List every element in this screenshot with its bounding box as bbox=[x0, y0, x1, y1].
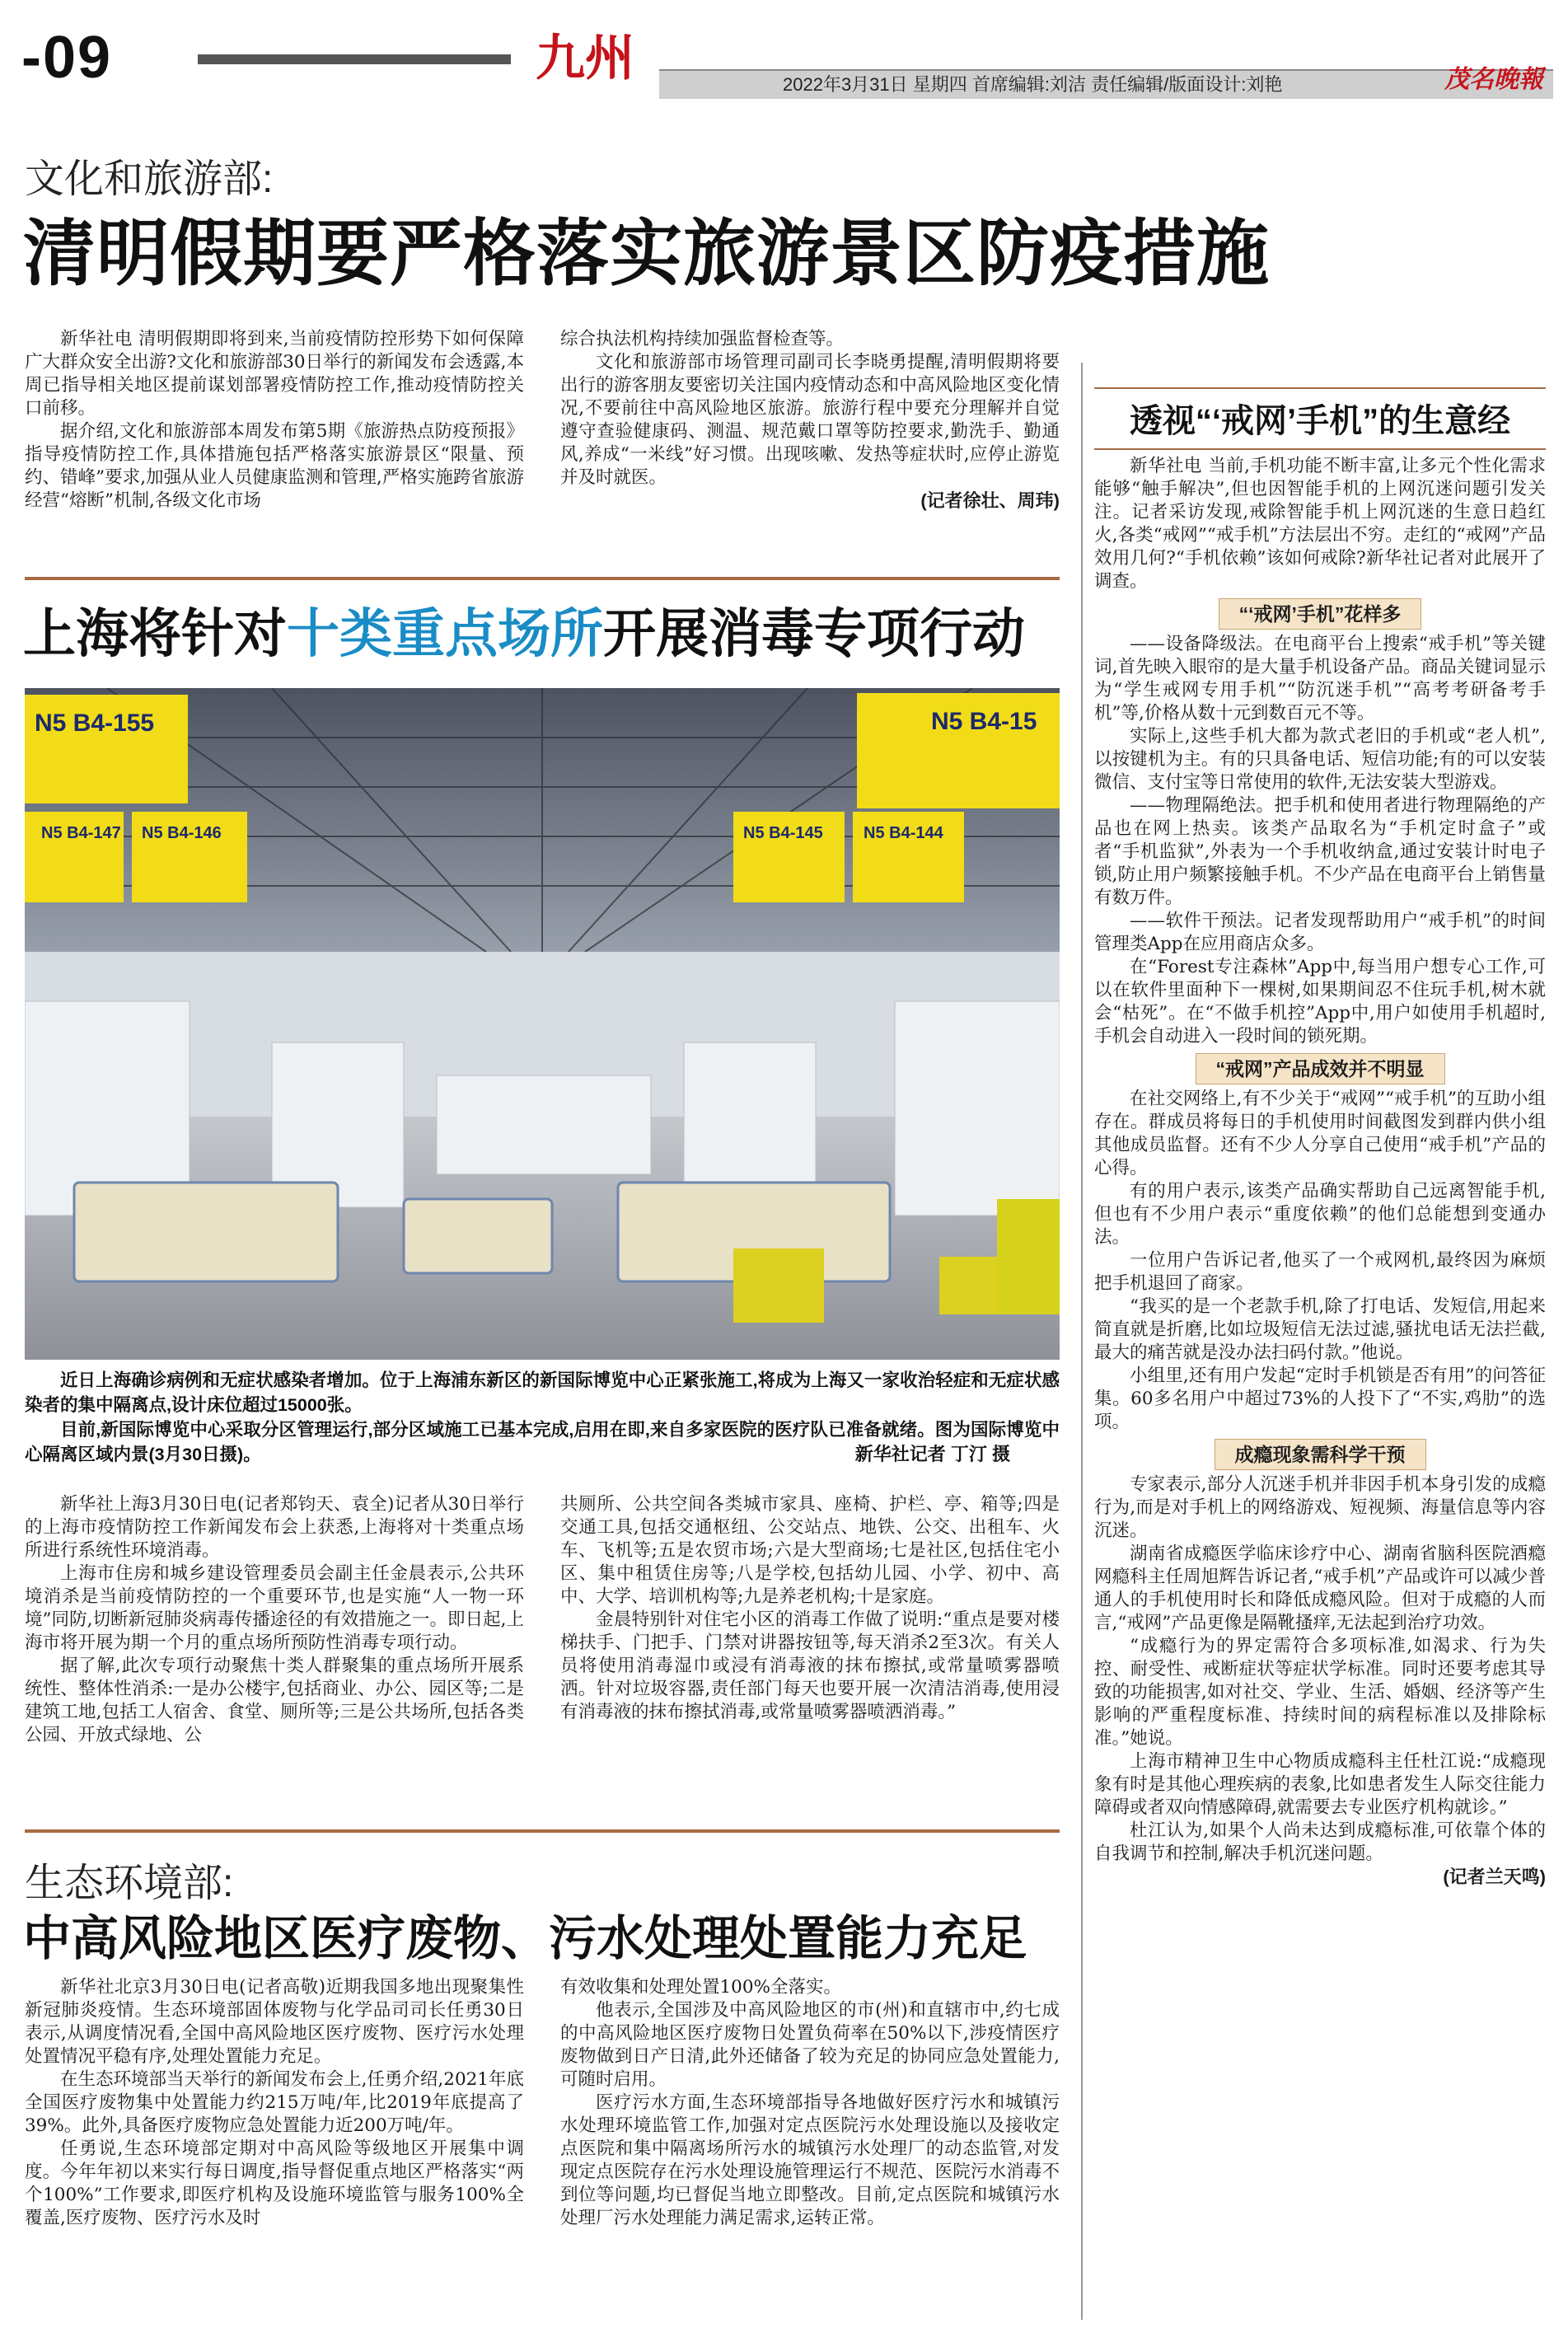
story3-paragraph: 在生态环境部当天举行的新闻发布会上,任勇介绍,2021年底全国医疗废物集中处置能力约215万吨/年,比2019年底提高了39%。此外,具备医疗废物应急处置能力近200万吨/年。 bbox=[25, 2069, 524, 2136]
story1-paragraph: 新华社电 清明假期即将到来,当前疫情防控形势下如何保障广大群众安全出游?文化和旅游部30日举行的新闻发布会透露,本周已指导相关地区提前谋划部署疫情防控工作,推动疫情防控关口前移。 bbox=[25, 329, 524, 419]
sidebar-body bbox=[1094, 455, 1546, 1889]
sidebar-paragraph: 一位用户告诉记者,他买了一个戒网机,最终因为麻烦把手机退回了商家。 bbox=[1094, 1250, 1546, 1294]
sidebar-paragraph: ——软件干预法。记者发现帮助用户“戒手机”的时间管理类App在应用商店众多。 bbox=[1094, 911, 1546, 954]
story1-column-2 bbox=[560, 328, 1060, 513]
story-divider bbox=[25, 1829, 1060, 1833]
story2-column-1 bbox=[25, 1493, 524, 1747]
sidebar-subhead-3 bbox=[1094, 1439, 1546, 1470]
story1-paragraph: 综合执法机构持续加强监督检查等。 bbox=[560, 329, 845, 349]
story3-paragraph: 他表示,全国涉及中高风险地区的市(州)和直辖市中,约七成的中高风险地区医疗废物日处置负荷率在50%以下,涉疫情医疗废物做到日产日清,此外还储备了较为充足的协同应急处置能力,可随时启用。 bbox=[560, 2000, 1060, 2090]
story1-headline: 清明假期要严格落实旅游景区防疫措施 bbox=[23, 213, 1271, 294]
story1-column-1 bbox=[25, 328, 524, 513]
sidebar-paragraph: 实际上,这些手机大都为款式老旧的手机或“老人机”,以按键机为主。有的只具备电话、短信功能;有的可以安装微信、支付宝等日常使用的软件,无法安装大型游戏。 bbox=[1094, 726, 1546, 793]
story1-credit: (记者徐壮、周玮) bbox=[920, 490, 1060, 511]
story1-kicker: 文化和旅游部: bbox=[25, 157, 274, 201]
photo-sign-1: N5 B4-155 bbox=[35, 710, 155, 737]
story2-paragraph: 新华社上海3月30日电(记者郑钧天、袁全)记者从30日举行的上海市疫情防控工作新闻发布会上获悉,上海将对十类重点场所进行系统性环境消毒。 bbox=[25, 1494, 524, 1561]
story3-paragraph: 新华社北京3月30日电(记者高敬)近期我国多地出现聚集性新冠肺炎疫情。生态环境部固体废物与化学品司司长任勇30日表示,从调度情况看,全国中高风险地区医疗废物、医疗污水处理处置情况平稳有序,处理处置能力充足。 bbox=[25, 1977, 524, 2067]
sidebar-paragraph: ——物理隔绝法。把手机和使用者进行物理隔绝的产品也在网上热卖。该类产品取名为“手机定时盒子”或者“手机监狱”,外表为一个手机收纳盒,通过安装计时电子锁,防止用户频繁接触手机。不少产品在电商平台上销售量有数万件。 bbox=[1094, 795, 1546, 908]
dateline-bar bbox=[659, 65, 1553, 99]
column-divider bbox=[1081, 363, 1083, 2320]
page-number: -09 bbox=[21, 25, 113, 91]
story2-paragraph: 上海市住房和城乡建设管理委员会副主任金晨表示,公共环境消杀是当前疫情防控的一个重要环节,也是实施“人一物一环境”同防,切断新冠肺炎病毒传播途径的有效措施之一。即日起,上海市将开展为期一个月的重点场所预防性消毒专项行动。 bbox=[25, 1563, 524, 1653]
sidebar-subhead-2 bbox=[1094, 1053, 1546, 1084]
story2-paragraph: 共厕所、公共空间各类城市家具、座椅、护栏、亭、箱等;四是交通工具,包括交通枢纽、公交站点、地铁、公交、出租车、火车、飞机等;五是农贸市场;六是大型商场;七是社区,包括住宅小区、集中租赁住房等;八是学校,包括幼儿园、小学、初中、高中、大学、培训机构等;九是养老机构;十是家庭。 bbox=[560, 1494, 1060, 1607]
sidebar-credit: (记者兰天鸣) bbox=[1443, 1867, 1546, 1887]
sidebar-paragraph: 杜江认为,如果个人尚未达到成瘾标准,可依靠个体的自我调节和控制,解决手机沉迷问题。 bbox=[1094, 1820, 1546, 1864]
sidebar-paragraph: 上海市精神卫生中心物质成瘾科主任杜江说:“成瘾现象有时是其他心理疾病的表象,比如患者发生人际交往能力障碍或者双向情感障碍,就需要去专业医疗机构就诊。” bbox=[1094, 1751, 1546, 1818]
story2-paragraph: 据了解,此次专项行动聚焦十类人群聚集的重点场所开展系统性、整体性消杀:一是办公楼宇,包括商业、办公、园区等;二是建筑工地,包括工人宿舍、食堂、厕所等;三是公共场所,包括各类公园、开放式绿地、公 bbox=[25, 1656, 524, 1745]
isolation-ward-photo bbox=[25, 688, 1060, 1360]
sidebar-subhead-label: 成瘾现象需科学干预 bbox=[1215, 1439, 1426, 1470]
sidebar-paragraph: 在社交网络上,有不少关于“戒网”“戒手机”的互助小组存在。群成员将每日的手机使用时间截图发到群内供小组其他成员监督。还有不少人分享自己使用“戒手机”产品的心得。 bbox=[1094, 1089, 1546, 1178]
story3-paragraph: 有效收集和处理处置100%全落实。 bbox=[560, 1977, 841, 1998]
section-title: 九州 bbox=[536, 30, 634, 87]
dateline: 2022年3月31日 星期四 首席编辑:刘洁 责任编辑/版面设计:刘艳 bbox=[783, 74, 1283, 95]
story2-headline bbox=[23, 605, 1025, 663]
story2-paragraph: 金晨特别针对住宅小区的消毒工作做了说明:“重点是要对楼梯扶手、门把手、门禁对讲器按钮等,每天消杀2至3次。有关人员将使用消毒湿巾或浸有消毒液的抹布擦拭,或常量喷雾器喷洒。针对垃圾容器,责任部门每天也要开展一次清洁消毒,使用浸有消毒液的抹布擦拭消毒,或常量喷雾器喷洒消毒。” bbox=[560, 1609, 1060, 1722]
story3-headline: 中高风险地区医疗废物、污水处理处置能力充足 bbox=[23, 1912, 1027, 1965]
sidebar-paragraph: 有的用户表示,该类产品确实帮助自己远离智能手机,但也有不少用户表示“重度依赖”的他们总能想到变通办法。 bbox=[1094, 1181, 1546, 1248]
sidebar-paragraph: “我买的是一个老款手机,除了打电话、发短信,用起来简直就是折磨,比如垃圾短信无法过滤,骚扰电话无法拦截,最大的痛苦就是没办法扫码付款。”他说。 bbox=[1094, 1296, 1546, 1363]
sidebar-headline: 透视“‘戒网’手机”的生意经 bbox=[1129, 403, 1511, 439]
sidebar-subhead-label: “戒网”产品成效并不明显 bbox=[1196, 1053, 1445, 1084]
sidebar-paragraph: 小组里,还有用户发起“定时手机锁是否有用”的问答征集。60多名用户中超过73%的人投下了“不实,鸡肋”的选项。 bbox=[1094, 1365, 1546, 1432]
sidebar-subhead-label: “‘戒网’手机”花样多 bbox=[1219, 598, 1422, 630]
sidebar-paragraph: ——设备降级法。在电商平台上搜索“戒手机”等关键词,首先映入眼帘的是大量手机设备产品。商品关键词显示为“学生戒网专用手机”“防沉迷手机”“高考考研备考手机”等,价格从数十元到数百元不等。 bbox=[1094, 634, 1546, 724]
photo-sign-3: N5 B4-146 bbox=[142, 824, 222, 842]
photo-credit: 新华社记者 丁汀 摄 bbox=[854, 1444, 1010, 1464]
sidebar-paragraph: 专家表示,部分人沉迷手机并非因手机本身引发的成瘾行为,而是对手机上的网络游戏、短视频、海量信息等内容沉迷。 bbox=[1094, 1474, 1546, 1541]
story1-paragraph: 据介绍,文化和旅游部本周发布第5期《旅游热点防疫预报》指导疫情防控工作,具体措施包括严格落实旅游景区“限量、预约、错峰”要求,加强从业人员健康监测和管理,严格实施跨省旅游经营“熔断”机制,各级文化市场 bbox=[25, 421, 524, 511]
story-divider bbox=[25, 577, 1060, 580]
sidebar-rule bbox=[1094, 448, 1546, 450]
photo-sign-6: N5 B4-15 bbox=[931, 708, 1037, 735]
sidebar-top-rule bbox=[1094, 387, 1546, 389]
story3-paragraph: 任勇说,生态环境部定期对中高风险等级地区开展集中调度。今年年初以来实行每日调度,指导督促重点地区严格落实“两个100%”工作要求,即医疗机构及设施环境监管与服务100%全覆盖,医疗废物、医疗污水及时 bbox=[25, 2138, 524, 2228]
photo-sign-2: N5 B4-147 bbox=[41, 824, 121, 842]
story2-headline-post: 开展消毒专项行动 bbox=[603, 604, 1025, 663]
sidebar-paragraph: 在“Forest专注森林”App中,每当用户想专心工作,可以在软件里面种下一棵树,如果期间忍不住玩手机,树木就会“枯死”。在“不做手机控”App中,用户如使用手机超时,手机会自动进入一段时间的锁死期。 bbox=[1094, 957, 1546, 1047]
story3-column-2 bbox=[560, 1976, 1060, 2230]
story3-kicker: 生态环境部: bbox=[25, 1862, 234, 1905]
masthead-rule bbox=[198, 54, 511, 64]
sidebar-paragraph: 新华社电 当前,手机功能不断丰富,让多元个性化需求能够“触手解决”,但也因智能手机的上网沉迷问题引发关注。记者采访发现,戒除智能手机上网沉迷的生意日趋红火,各类“戒网”“戒手机”方法层出不穷。走红的“戒网”产品效用几何?“手机依赖”该如何戒除?新华社记者对此展开了调查。 bbox=[1094, 456, 1546, 592]
sidebar-subhead-1 bbox=[1094, 598, 1546, 630]
story3-column-1 bbox=[25, 1976, 524, 2230]
story2-headline-pre: 上海将针对 bbox=[23, 604, 287, 663]
photo-caption bbox=[25, 1368, 1060, 1467]
story1-paragraph: 文化和旅游部市场管理司副司长李晓勇提醒,清明假期将要出行的游客朋友要密切关注国内疫情动态和中高风险地区变化情况,不要前往中高风险地区旅游。旅游行程中要充分理解并自觉遵守查验健康码、测温、规范戴口罩等防控要求,勤洗手、勤通风,养成“一米线”好习惯。出现咳嗽、发热等症状时,应停止游览并及时就医。 bbox=[560, 352, 1060, 488]
photo-illustration bbox=[25, 688, 1060, 1360]
story3-paragraph: 医疗污水方面,生态环境部指导各地做好医疗污水和城镇污水处理环境监管工作,加强对定点医院污水处理设施以及接收定点医院和集中隔离场所污水的城镇污水处理厂的动态监管,对发现定点医院存在污水处理设施管理运行不规范、医院污水消毒不到位等问题,均已督促当地立即整改。目前,定点医院和城镇污水处理厂污水处理能力满足需求,运转正常。 bbox=[560, 2092, 1060, 2228]
photo-sign-4: N5 B4-145 bbox=[743, 824, 823, 842]
newspaper-logo: 茂名晚報 bbox=[1444, 65, 1543, 94]
story2-headline-accent: 十类重点场所 bbox=[287, 604, 603, 663]
story2-column-2 bbox=[560, 1493, 1060, 1724]
caption-paragraph: 近日上海确诊病例和无症状感染者增加。位于上海浦东新区的新国际博览中心正紧张施工,将成为上海又一家收治轻症和无症状感染者的集中隔离点,设计床位超过15000张。 bbox=[25, 1370, 1060, 1415]
caption-paragraph: 目前,新国际博览中心采取分区管理运行,部分区域施工已基本完成,启用在即,来自多家医院的医疗队已准备就绪。图为国际博览中心隔离区域内景(3月30日摄)。 bbox=[25, 1420, 1060, 1464]
sidebar-paragraph: 湖南省成瘾医学临床诊疗中心、湖南省脑科医院酒瘾网瘾科主任周旭辉告诉记者,“戒手机”产品或许可以减少普通人的手机使用时长和降低成瘾风险。但对于成瘾的人而言,“戒网”产品更像是隔靴搔痒,无法起到治疗功效。 bbox=[1094, 1543, 1546, 1633]
photo-sign-5: N5 B4-144 bbox=[864, 824, 943, 842]
sidebar-paragraph: “成瘾行为的界定需符合多项标准,如渴求、行为失控、耐受性、戒断症状等症状学标准。同时还要考虑其导致的功能损害,如对社交、学业、生活、婚姻、经济等产生影响的严重程度标准、持续时间的病程标准以及排除标准。”她说。 bbox=[1094, 1636, 1546, 1749]
